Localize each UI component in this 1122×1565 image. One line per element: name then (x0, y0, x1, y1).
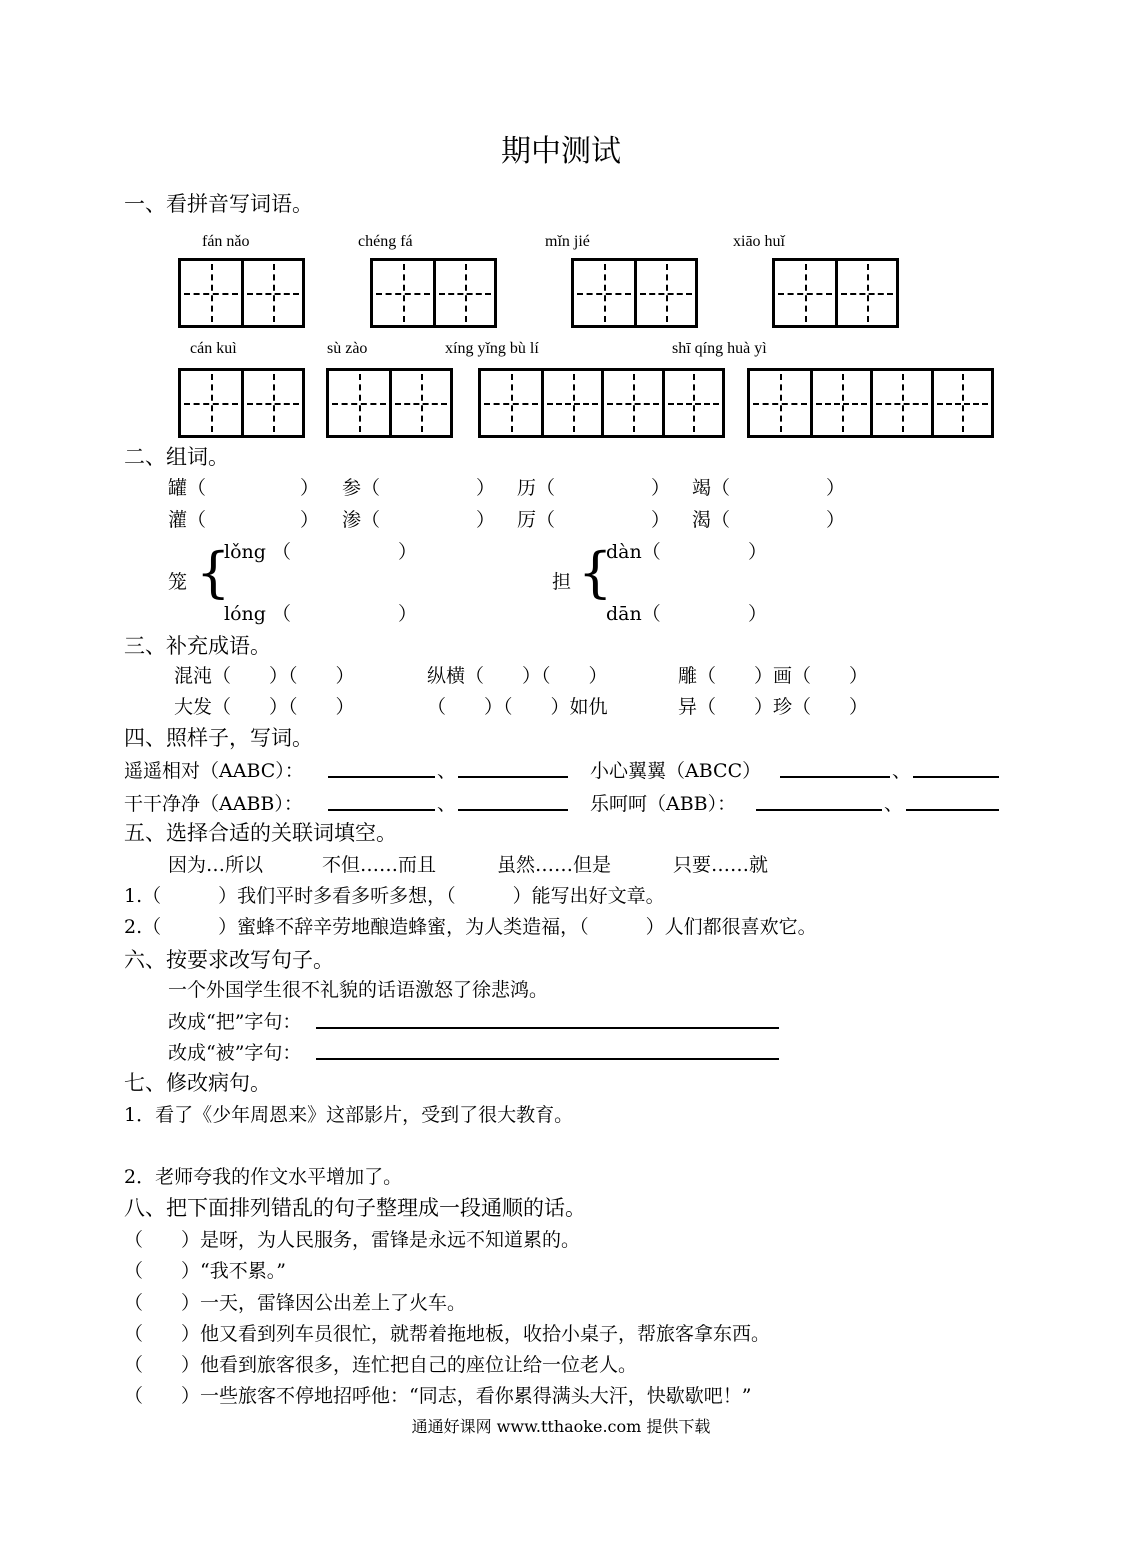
polyphone-reading: lǒng （ (224, 541, 291, 563)
idiom-item: 异（ ）珍（ ） (678, 696, 869, 718)
idiom-item: 混沌（ ）（ ） (174, 665, 355, 687)
ordering-item: （ ）“我不累。” (124, 1260, 286, 1282)
answer-line[interactable] (328, 776, 435, 778)
separator: 、 (437, 793, 457, 815)
polyphone-reading: dān（ (606, 603, 661, 625)
word-item: ） (300, 477, 320, 499)
pinyin-6: sù zào (327, 340, 368, 357)
word-item: ） (476, 509, 496, 531)
ordering-item: （ ）一天，雷锋因公出差上了火车。 (124, 1292, 467, 1314)
writing-grid-6[interactable] (326, 368, 453, 438)
idiom-item: 纵横（ ）（ ） (427, 665, 608, 687)
writing-grid-1[interactable] (178, 258, 305, 328)
writing-grid-3[interactable] (571, 258, 698, 328)
pinyin-5: cán kuì (190, 340, 237, 357)
word-item: 灌（ (168, 509, 207, 531)
answer-line[interactable] (316, 1058, 779, 1060)
word-item: ） (651, 477, 671, 499)
word-item: 竭（ (692, 477, 731, 499)
answer-line[interactable] (913, 776, 999, 778)
polyphone-close: ） (398, 603, 418, 625)
section-5-heading: 五、选择合适的关联词填空。 (124, 821, 397, 845)
section-2-heading: 二、组词。 (124, 445, 229, 469)
pattern-label: 小心翼翼（ABCC） (590, 760, 762, 782)
word-item: ） (476, 477, 496, 499)
ordering-item: （ ）他看到旅客很多，连忙把自己的座位让给一位老人。 (124, 1354, 638, 1376)
writing-grid-7[interactable] (478, 368, 725, 438)
word-item: ） (826, 509, 846, 531)
conjunction-option: 只要……就 (673, 854, 769, 876)
answer-line[interactable] (756, 809, 882, 811)
ordering-item: （ ）一些旅客不停地招呼他：“同志，看你累得满头大汗，快歇歇吧！” (124, 1385, 752, 1407)
ordering-item: （ ）是呀，为人民服务，雷锋是永远不知道累的。 (124, 1229, 581, 1251)
answer-line[interactable] (328, 809, 435, 811)
writing-grid-2[interactable] (370, 258, 497, 328)
idiom-item: （ ）（ ）如仇 (427, 696, 608, 718)
question: 2．老师夸我的作文水平增加了。 (124, 1166, 403, 1188)
question: 1.（ ）我们平时多看多听多想，（ ）能写出好文章。 (124, 885, 665, 907)
polyphone-close: ） (748, 603, 768, 625)
pinyin-4: xiāo huǐ (733, 233, 785, 250)
conjunction-option: 不但……而且 (322, 854, 437, 876)
idiom-item: 雕（ ）画（ ） (678, 665, 869, 687)
footer-text: 通通好课网 www.tthaoke.com 提供下载 (411, 1417, 711, 1436)
word-item: ） (300, 509, 320, 531)
section-6-heading: 六、按要求改写句子。 (124, 948, 334, 972)
answer-line[interactable] (906, 809, 999, 811)
polyphone-reading: lóng （ (224, 603, 291, 625)
section-1-heading: 一、看拼音写词语。 (124, 192, 313, 216)
separator: 、 (437, 760, 457, 782)
word-item: 参（ (342, 477, 381, 499)
pattern-label: 干干净净（AABB）： (124, 793, 303, 815)
word-item: 渴（ (692, 509, 731, 531)
answer-line[interactable] (458, 809, 568, 811)
brace: { (196, 541, 231, 604)
pinyin-1: fán nǎo (202, 233, 250, 250)
question: 1．看了《少年周恩来》这部影片，受到了很大教育。 (124, 1104, 574, 1126)
separator: 、 (892, 760, 912, 782)
section-7-heading: 七、修改病句。 (124, 1071, 271, 1095)
word-item: 历（ (517, 477, 556, 499)
word-item: ） (651, 509, 671, 531)
ordering-item: （ ）他又看到列车员很忙，就帮着拖地板，收拾小桌子，帮旅客拿东西。 (124, 1323, 771, 1345)
page-title: 期中测试 (501, 134, 621, 169)
idiom-item: 大发（ ）（ ） (174, 696, 355, 718)
pattern-label: 乐呵呵（ABB）： (590, 793, 737, 815)
section-4-heading: 四、照样子，写词。 (124, 726, 313, 750)
conjunction-option: 因为…所以 (168, 854, 264, 876)
polyphone-close: ） (748, 541, 768, 563)
pinyin-3: mǐn jié (545, 233, 590, 250)
pattern-label: 遥遥相对（AABC）： (124, 760, 304, 782)
writing-grid-8[interactable] (747, 368, 994, 438)
section-8-heading: 八、把下面排列错乱的句子整理成一段通顺的话。 (124, 1196, 586, 1220)
word-item: 罐（ (168, 477, 207, 499)
writing-grid-4[interactable] (772, 258, 899, 328)
question: 2.（ ）蜜蜂不辞辛劳地酿造蜂蜜，为人类造福，（ ）人们都很喜欢它。 (124, 916, 817, 938)
pinyin-7: xíng yǐng bù lí (445, 340, 539, 357)
rewrite-label: 改成“被”字句： (168, 1042, 302, 1064)
polyphone-char: 担 (552, 571, 572, 593)
section-3-heading: 三、补充成语。 (124, 634, 271, 658)
conjunction-option: 虽然……但是 (497, 854, 612, 876)
polyphone-close: ） (398, 541, 418, 563)
polyphone-char: 笼 (168, 571, 188, 593)
rewrite-label: 改成“把”字句： (168, 1011, 302, 1033)
word-item: 厉（ (517, 509, 556, 531)
word-item: ） (826, 477, 846, 499)
writing-grid-5[interactable] (178, 368, 305, 438)
brace: { (578, 541, 613, 604)
word-item: 渗（ (342, 509, 381, 531)
answer-line[interactable] (458, 776, 568, 778)
separator: 、 (884, 793, 904, 815)
pinyin-8: shī qíng huà yì (672, 340, 767, 357)
answer-line[interactable] (780, 776, 890, 778)
answer-line[interactable] (316, 1027, 779, 1029)
pinyin-2: chéng fá (358, 233, 413, 250)
polyphone-reading: dàn（ (606, 541, 661, 563)
source-sentence: 一个外国学生很不礼貌的话语激怒了徐悲鸿。 (168, 979, 549, 1001)
